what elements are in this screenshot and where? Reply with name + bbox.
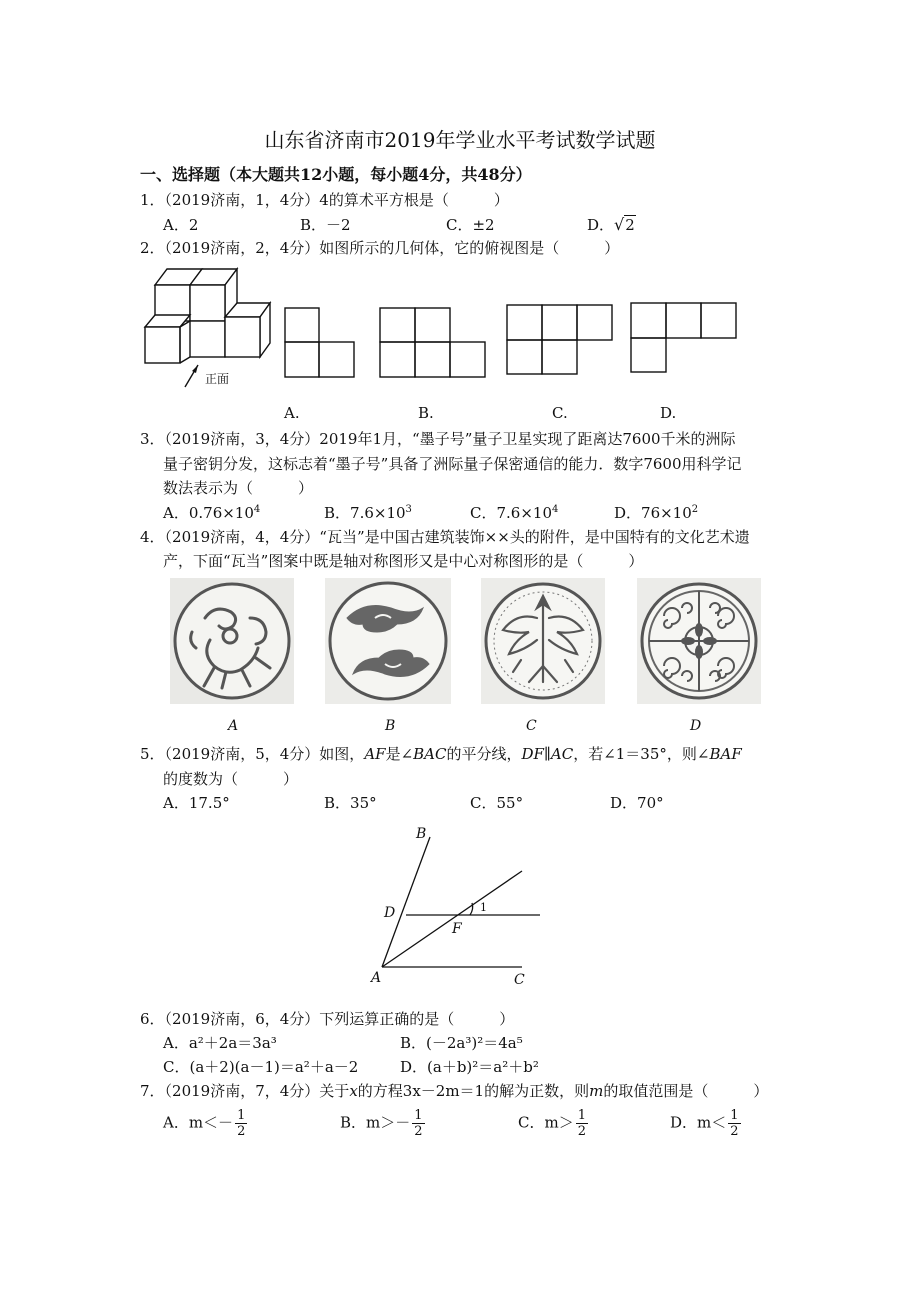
q4-label-b: B	[385, 718, 396, 734]
q7-c-prefix: C．m＞	[518, 1113, 574, 1132]
q1-option-d-prefix: D．	[587, 216, 615, 234]
q2-option-a-figure	[284, 307, 356, 379]
q7-a-numerator: 1	[237, 1108, 246, 1123]
q7-d-denominator: 2	[730, 1124, 739, 1139]
q3-a-exponent: 4	[253, 504, 261, 515]
q7-option-d	[670, 1108, 741, 1139]
q1-option-d	[587, 214, 636, 235]
q3-b-base: B．7.6×10	[324, 504, 406, 522]
q5-angle-1-label: 1	[480, 901, 487, 914]
q5-ac: AC	[550, 745, 574, 763]
q3-c-base: C．7.6×10	[470, 504, 552, 522]
q1-option-a: A．2	[163, 216, 199, 234]
q3-d-base: D．76×10	[614, 504, 692, 522]
front-view-label: 正面	[205, 372, 230, 386]
q5-bac: BAC	[413, 745, 447, 763]
q7-b-prefix: B．m＞－	[340, 1113, 411, 1132]
q7-option-c	[518, 1108, 588, 1139]
q7-c-numerator: 1	[577, 1108, 586, 1123]
q5-af: AF	[364, 745, 386, 763]
question-4-line-1: 4．（2019济南，4，4分）“瓦当”是中国古建筑装饰××头的附件，是中国特有的文化艺术遗	[140, 528, 750, 546]
q7-c-denominator: 2	[577, 1124, 586, 1139]
q3-option-a	[163, 502, 260, 523]
q3-a-base: A．0.76×10	[163, 504, 254, 522]
q4-tile-b-image	[325, 578, 451, 704]
q5-option-b: B．35°	[324, 794, 377, 812]
question-3-line-2: 量子密钥分发，这标志着“墨子号”具备了洲际量子保密通信的能力．数字7600用科学记	[163, 455, 742, 473]
q7-d-numerator: 1	[730, 1108, 739, 1123]
q5-parallel: ∥	[543, 745, 551, 763]
q7-a-prefix: A．m＜－	[163, 1113, 234, 1132]
q3-option-b	[324, 502, 412, 523]
q5-baf: BAF	[709, 745, 742, 763]
q7-x: x	[349, 1082, 358, 1100]
q5-point-c: C	[514, 972, 525, 988]
q7-b-denominator: 2	[414, 1124, 423, 1139]
q7-b-fraction	[412, 1108, 424, 1139]
question-1-stem: 1．（2019济南，1，4分）4的算术平方根是（ ）	[140, 191, 509, 209]
q6-option-d: D．(a＋b)²＝a²＋b²	[400, 1058, 539, 1076]
section-heading: 一、选择题（本大题共12小题，每小题4分，共48分）	[140, 165, 532, 184]
question-7-stem	[140, 1080, 768, 1101]
q7-text-2: 的方程3x－2m＝1的解为正数，则	[357, 1082, 590, 1100]
q1-option-c: C．±2	[446, 216, 495, 234]
q1-option-b: B．－2	[300, 216, 351, 234]
q2-option-b-figure	[379, 307, 487, 379]
question-5-line-2: 的度数为（ ）	[163, 770, 299, 788]
q7-option-b	[340, 1108, 425, 1139]
q4-label-d: D	[690, 718, 702, 734]
question-6-stem: 6．（2019济南，6，4分）下列运算正确的是（ ）	[140, 1010, 515, 1028]
q4-label-c: C	[526, 718, 537, 734]
q7-a-fraction	[235, 1108, 247, 1139]
q5-point-f: F	[452, 921, 462, 937]
question-3-line-3: 数法表示为（ ）	[163, 479, 314, 497]
q7-option-a	[163, 1108, 247, 1139]
q7-c-fraction	[576, 1108, 588, 1139]
q2-option-c-figure	[506, 304, 614, 376]
q1-radicand: 2	[625, 216, 635, 234]
q5-point-d: D	[384, 905, 396, 921]
q5-text-1: 5．（2019济南，5，4分）如图，	[140, 745, 365, 763]
q5-point-b: B	[416, 826, 427, 842]
q3-d-exponent: 2	[691, 504, 699, 515]
q5-df: DF	[521, 745, 544, 763]
q7-d-fraction	[728, 1108, 740, 1139]
question-2-stem: 2．（2019济南，2，4分）如图所示的几何体，它的俯视图是（ ）	[140, 239, 620, 257]
q4-label-a: A	[228, 718, 239, 734]
question-4-line-2: 产，下面“瓦当”图案中既是轴对称图形又是中心对称图形的是（ ）	[163, 552, 644, 570]
q2-option-b: B.	[418, 404, 434, 422]
q7-d-prefix: D．m＜	[670, 1113, 727, 1132]
question-5-line-1	[140, 743, 742, 764]
q2-option-a: A.	[284, 404, 300, 422]
q7-m: m	[589, 1082, 604, 1100]
q7-a-denominator: 2	[237, 1124, 246, 1139]
q2-option-c: C.	[552, 404, 568, 422]
q3-option-d	[614, 502, 698, 523]
q6-option-a: A．a²＋2a＝3a³	[163, 1034, 277, 1052]
q5-text-4: ，若∠1＝35°，则∠	[573, 745, 710, 763]
q4-tile-a-image	[170, 578, 294, 704]
q5-option-d: D．70°	[610, 794, 664, 812]
q4-tile-d-image	[637, 578, 761, 704]
q6-option-c: C．(a＋2)(a－1)＝a²＋a－2	[163, 1058, 359, 1076]
q7-text-3: 的取值范围是（ ）	[603, 1082, 769, 1100]
q4-tile-c-image	[481, 578, 605, 704]
q3-c-exponent: 4	[552, 504, 559, 515]
q5-text-2: 是∠	[385, 745, 414, 763]
q6-option-b: B．(－2a³)²＝4a⁵	[400, 1034, 523, 1052]
q2-option-d: D.	[660, 404, 677, 422]
q5-option-a: A．17.5°	[163, 794, 230, 812]
q5-text-3: 的平分线，	[446, 745, 522, 763]
sqrt-sign: √	[614, 215, 625, 234]
q3-option-c	[470, 502, 558, 523]
q5-option-c: C．55°	[470, 794, 524, 812]
q2-option-d-figure	[630, 302, 738, 374]
page-title: 山东省济南市2019年学业水平考试数学试题	[264, 128, 656, 152]
q5-point-a: A	[371, 970, 382, 986]
q7-text-1: 7．（2019济南，7，4分）关于	[140, 1082, 350, 1100]
question-3-line-1: 3．（2019济南，3，4分）2019年1月，“墨子号”量子卫星实现了距离达7600千米的洲际	[140, 430, 736, 448]
q3-b-exponent: 3	[405, 504, 412, 515]
q7-b-numerator: 1	[414, 1108, 423, 1123]
